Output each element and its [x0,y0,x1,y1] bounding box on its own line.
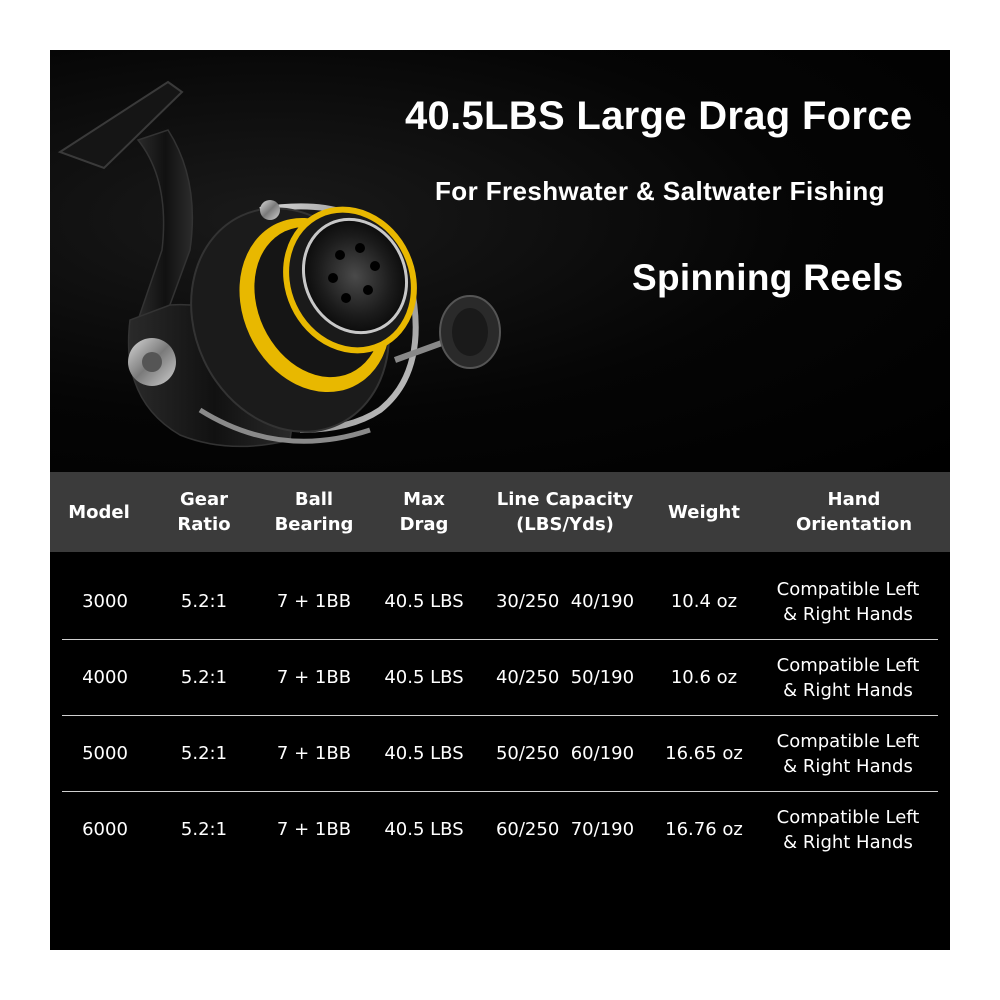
table-row [62,640,938,716]
cell-model: 4000 [82,667,128,688]
table-row [62,564,938,640]
header-weight: Weight [668,501,740,523]
spec-table [50,472,950,867]
cell-gear-ratio: 5.2:1 [180,667,228,688]
cell-model: 3000 [82,591,128,612]
cell-hand-orientation: Compatible Left & Right Hands [776,730,920,777]
cell-max-drag: 40.5 LBS [384,743,464,764]
subheadline: For Freshwater & Saltwater Fishing [435,176,885,206]
cell-hand-orientation: Compatible Left & Right Hands [776,806,920,853]
cell-line-capacity: 60/250 70/190 [495,819,635,840]
spec-table-body [50,552,950,867]
header-model: Model [68,501,130,523]
table-row [62,716,938,792]
header-ball-bearing: Ball Bearing [274,489,354,535]
cell-line-capacity: 50/250 60/190 [495,743,635,764]
cell-ball-bearing: 7 + 1BB [276,743,352,764]
cell-gear-ratio: 5.2:1 [180,591,228,612]
cell-hand-orientation: Compatible Left & Right Hands [776,578,920,625]
cell-max-drag: 40.5 LBS [384,819,464,840]
cell-max-drag: 40.5 LBS [384,667,464,688]
cell-ball-bearing: 7 + 1BB [276,591,352,612]
header-hand-orientation: Hand Orientation [795,489,913,535]
header-gear-ratio: Gear Ratio [177,489,231,535]
product-name: Spinning Reels [632,257,904,298]
cell-model: 6000 [82,819,128,840]
cell-max-drag: 40.5 LBS [384,591,464,612]
cell-hand-orientation: Compatible Left & Right Hands [776,654,920,701]
cell-ball-bearing: 7 + 1BB [276,667,352,688]
header-line-capacity: Line Capacity (LBS/Yds) [496,489,634,535]
spec-table-header [50,472,950,552]
cell-weight: 16.65 oz [665,743,743,764]
cell-line-capacity: 30/250 40/190 [495,591,635,612]
cell-weight: 16.76 oz [665,819,743,840]
cell-gear-ratio: 5.2:1 [180,819,228,840]
header-max-drag: Max Drag [399,489,449,535]
hero-section [50,50,950,472]
headline: 40.5LBS Large Drag Force [405,94,913,138]
cell-weight: 10.6 oz [670,667,738,688]
cell-gear-ratio: 5.2:1 [180,743,228,764]
cell-model: 5000 [82,743,128,764]
cell-weight: 10.4 oz [670,591,738,612]
cell-line-capacity: 40/250 50/190 [495,667,635,688]
product-panel [50,50,950,950]
table-row [62,792,938,867]
cell-ball-bearing: 7 + 1BB [276,819,352,840]
